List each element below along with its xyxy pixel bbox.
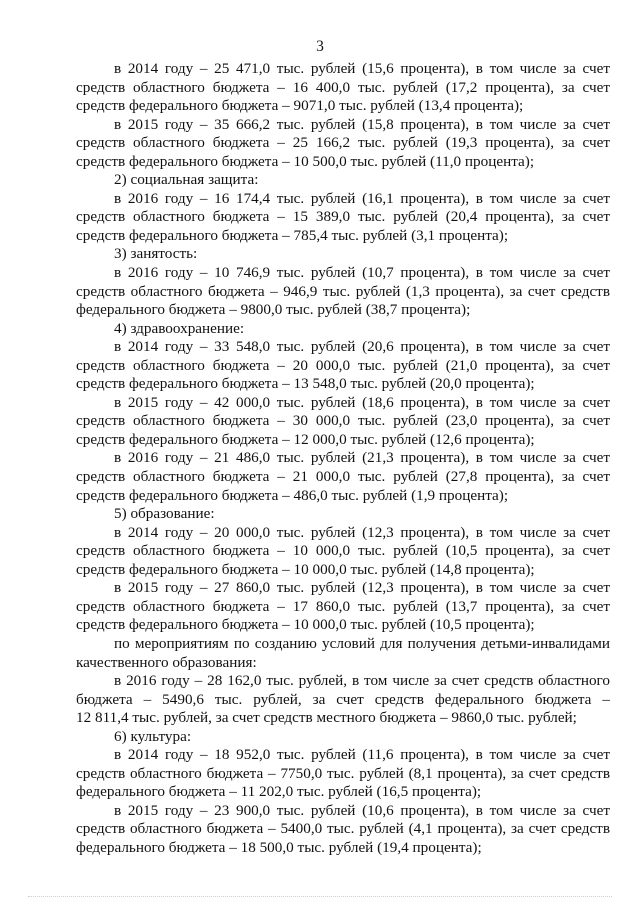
text-line: бюджета – 5490,6 тыс. рублей, за счет средств федерального бюджета – <box>76 690 610 708</box>
text-line: в 2014 году – 20 000,0 тыс. рублей (12,3 процента), в том числе за счет <box>114 523 610 541</box>
paragraph <box>76 672 610 728</box>
paragraph <box>76 802 610 858</box>
paragraph <box>76 264 610 320</box>
text-line: средств федерального бюджета – 486,0 тыс. рублей (1,9 процента); <box>76 486 509 504</box>
paragraph <box>76 394 610 450</box>
text-line: средств областного бюджета – 5400,0 тыс. рублей (4,1 процента), за счет средств <box>76 820 610 838</box>
text-line: по мероприятиям по созданию условий для получения детьми-инвалидами <box>114 634 610 652</box>
paragraph <box>76 116 610 172</box>
text-line: средств федерального бюджета – 10 000,0 тыс. рублей (14,8 процента); <box>76 560 535 578</box>
text-line: в 2014 году – 33 548,0 тыс. рублей (20,6 процента), в том числе за счет <box>114 338 610 356</box>
paragraph <box>76 746 610 802</box>
text-line: средств областного бюджета – 17 860,0 тыс. рублей (13,7 процента), за счет <box>76 597 610 615</box>
text-line: в 2016 году – 16 174,4 тыс. рублей (16,1 процента), в том числе за счет <box>114 189 610 207</box>
text-line: средств федерального бюджета – 10 500,0 тыс. рублей (11,0 процента); <box>76 152 535 170</box>
text-line: федерального бюджета – 18 500,0 тыс. рублей (19,4 процента); <box>76 838 482 856</box>
text-line: в 2016 году – 10 746,9 тыс. рублей (10,7 процента), в том числе за счет <box>114 264 610 282</box>
text-line: средств областного бюджета – 21 000,0 тыс. рублей (27,8 процента), за счет <box>76 468 610 486</box>
text-line: в 2015 году – 23 900,0 тыс. рублей (10,6 процента), в том числе за счет <box>114 801 610 819</box>
text-line: средств областного бюджета – 30 000,0 тыс. рублей (23,0 процента), за счет <box>76 412 610 430</box>
text-line: в 2016 году – 28 162,0 тыс. рублей, в том числе за счет средств областного <box>114 672 610 690</box>
text-line: средств областного бюджета – 16 400,0 тыс. рублей (17,2 процента), за счет <box>76 78 610 96</box>
page-number: 3 <box>316 38 324 55</box>
text-line: федерального бюджета – 11 202,0 тыс. рублей (16,5 процента); <box>76 783 482 801</box>
paragraph <box>76 338 610 394</box>
text-line: в 2015 году – 42 000,0 тыс. рублей (18,6 процента), в том числе за счет <box>114 393 610 411</box>
paragraph <box>76 579 610 635</box>
scan-artifact-line <box>28 896 612 900</box>
text-line: в 2015 году – 27 860,0 тыс. рублей (12,3 процента), в том числе за счет <box>114 579 610 597</box>
section-heading: 4) здравоохранение: <box>114 319 245 337</box>
text-line: 12 811,4 тыс. рублей, за счет средств местного бюджета – 9860,0 тыс. рублей; <box>76 709 577 727</box>
text-line: средств областного бюджета – 15 389,0 тыс. рублей (20,4 процента), за счет <box>76 208 610 226</box>
text-line: в 2014 году – 18 952,0 тыс. рублей (11,6 процента), в том числе за счет <box>114 746 610 764</box>
document-body <box>76 60 610 858</box>
text-line: средств областного бюджета – 946,9 тыс. рублей (1,3 процента), за счет средств <box>76 282 610 300</box>
text-line: средств областного бюджета – 20 000,0 тыс. рублей (21,0 процента), за счет <box>76 356 610 374</box>
text-line: в 2015 году – 35 666,2 тыс. рублей (15,8 процента), в том числе за счет <box>114 115 610 133</box>
text-line: средств федерального бюджета – 10 000,0 тыс. рублей (10,5 процента); <box>76 616 535 634</box>
paragraph <box>76 60 610 116</box>
text-line: федерального бюджета – 9800,0 тыс. рублей (38,7 процента); <box>76 301 471 319</box>
text-line: в 2016 году – 21 486,0 тыс. рублей (21,3 процента), в том числе за счет <box>114 449 610 467</box>
text-line: средств федерального бюджета – 13 548,0 тыс. рублей (20,0 процента); <box>76 375 535 393</box>
section-heading: 5) образование: <box>114 505 215 523</box>
text-line: в 2014 году – 25 471,0 тыс. рублей (15,6 процента), в том числе за счет <box>114 60 610 77</box>
text-line: средств федерального бюджета – 12 000,0 тыс. рублей (12,6 процента); <box>76 430 535 448</box>
paragraph <box>76 635 610 672</box>
section-heading: 2) социальная защита: <box>114 171 259 189</box>
text-line: средств областного бюджета – 7750,0 тыс. рублей (8,1 процента), за счет средств <box>76 764 610 782</box>
paragraph <box>76 190 610 246</box>
paragraph <box>76 449 610 505</box>
paragraph <box>76 524 610 580</box>
text-line: средств областного бюджета – 10 000,0 тыс. рублей (10,5 процента), за счет <box>76 542 610 560</box>
text-line: качественного образования: <box>76 653 257 671</box>
section-heading: 6) культура: <box>114 727 192 745</box>
text-line: средств федерального бюджета – 9071,0 тыс. рублей (13,4 процента); <box>76 97 524 115</box>
text-line: средств федерального бюджета – 785,4 тыс. рублей (3,1 процента); <box>76 226 509 244</box>
section-heading: 3) занятость: <box>114 245 198 263</box>
text-line: средств областного бюджета – 25 166,2 тыс. рублей (19,3 процента), за счет <box>76 134 610 152</box>
